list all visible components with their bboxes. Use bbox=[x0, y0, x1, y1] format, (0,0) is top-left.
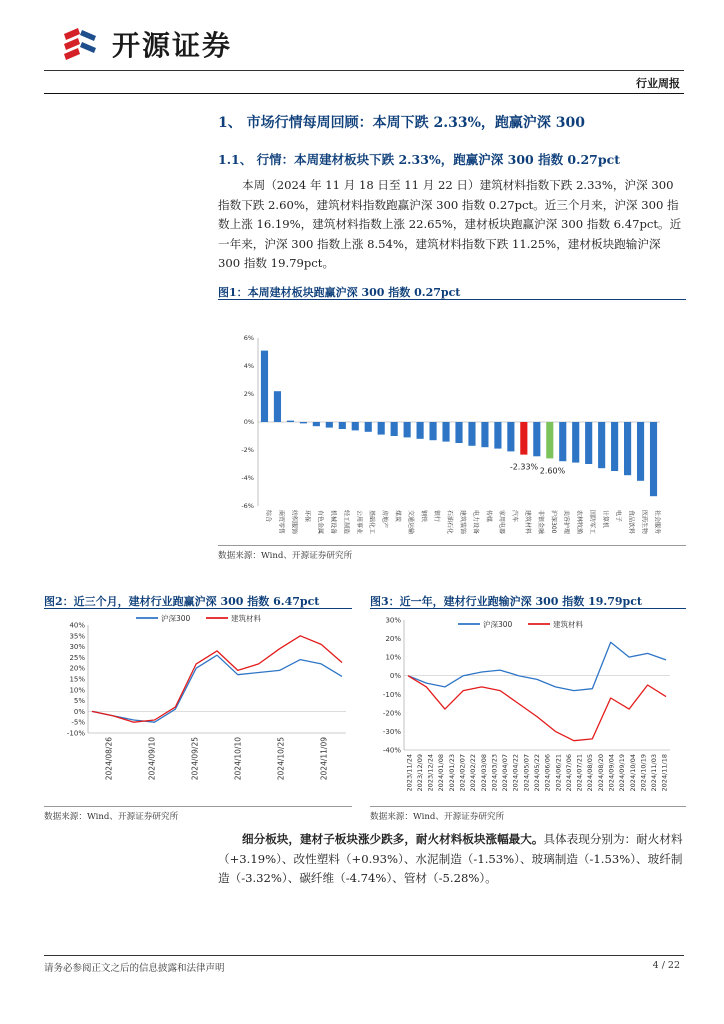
fig1-xtick: 传媒 bbox=[484, 510, 492, 523]
page-number: 4 / 22 bbox=[652, 960, 680, 971]
fig3-xtick: 2024/06/06 bbox=[543, 754, 552, 792]
fig3-title: 图3：近一年，建材行业跑输沪深 300 指数 19.79pct bbox=[370, 595, 643, 608]
fig2-legend-label: 沪深300 bbox=[161, 614, 191, 623]
fig2-title-rule bbox=[44, 608, 352, 609]
summary-text: 本周（2024 年 11 月 18 日至 11 月 22 日）建筑材料指数下跌 2.33%，沪深 300 指数下跌 2.60%，建筑材料指数跑赢沪深 300 指数 0.27pct。近三个月来，沪深 300 指数上涨 16.19%，建筑材料指数上涨 22.65%，建材板块跑赢沪深 300 指数 6.47pct。近一年来，沪深 300 指数上涨 8.54%，建筑材料指数下跌 11.25%，建材板块跑输沪深 300 指数 19.79pct。 bbox=[218, 178, 682, 270]
fig1-xtick: 房地产 bbox=[381, 510, 389, 529]
fig1-xtick: 家用电器 bbox=[497, 510, 505, 535]
fig3-xtick: 2023/11/24 bbox=[405, 754, 414, 792]
fig1-ytick: 6% bbox=[243, 334, 254, 342]
fig2-ytick: 20% bbox=[69, 664, 85, 673]
fig2-source: 数据来源：Wind、开源证券研究所 bbox=[44, 812, 179, 822]
footer-disclaimer: 请务必参阅正文之后的信息披露和法律声明 bbox=[44, 963, 225, 974]
fig1-bar bbox=[417, 422, 424, 439]
fig2-ytick: 10% bbox=[69, 686, 85, 695]
fig2-xtick: 2024/11/09 bbox=[319, 737, 329, 781]
fig1-ytick: -2% bbox=[241, 446, 254, 454]
fig2-title: 图2：近三个月，建材行业跑赢沪深 300 指数 6.47pct bbox=[44, 595, 320, 608]
conclusion-detail: 具体表现分别为：耐火材料（+3.19%）、改性塑料（+0.93%）、水泥制造（-1.53%）、玻璃制造（-1.53%）、玻纤制造（-3.32%）、碳纤维（-4.74%）、管材（-5.28%）。 bbox=[218, 832, 683, 885]
fig1-bar bbox=[326, 422, 333, 428]
fig2-legend-label: 建筑材料 bbox=[231, 614, 261, 623]
fig3-line-chart bbox=[370, 610, 686, 806]
conclusion-paragraph bbox=[218, 830, 686, 889]
fig3-ytick: -40% bbox=[382, 746, 401, 755]
fig1-bar bbox=[650, 422, 657, 496]
fig1-bar bbox=[442, 422, 449, 442]
fig3-xtick: 2024/05/07 bbox=[522, 754, 531, 792]
fig2-ytick: -5% bbox=[71, 718, 85, 727]
fig1-bar bbox=[378, 422, 385, 435]
fig3-xtick: 2024/10/19 bbox=[639, 754, 648, 792]
fig1-xtick: 综合 bbox=[264, 510, 272, 523]
fig1-bar bbox=[637, 422, 644, 481]
fig1-bar bbox=[365, 422, 372, 432]
doc-type: 行业周报 bbox=[636, 77, 680, 90]
fig3-ytick: -10% bbox=[382, 690, 401, 699]
fig1-bar bbox=[352, 422, 359, 430]
fig1-xtick: 农林牧渔 bbox=[575, 510, 583, 535]
fig2-ytick: 35% bbox=[69, 632, 85, 641]
fig1-xtick: 公用事业 bbox=[355, 510, 363, 535]
header-rule bbox=[44, 70, 684, 71]
logo-mark-icon bbox=[58, 22, 102, 66]
fig3-xtick: 2024/03/23 bbox=[490, 754, 499, 792]
fig2-xtick: 2024/09/10 bbox=[147, 737, 157, 781]
fig3-legend-label: 建筑材料 bbox=[553, 620, 583, 629]
fig1-xtick: 轻工制造 bbox=[342, 510, 350, 535]
fig3-xtick: 2024/05/22 bbox=[533, 754, 541, 792]
fig3-xtick: 2024/11/18 bbox=[660, 754, 669, 792]
fig1-ytick: -4% bbox=[241, 474, 254, 482]
fig3-title-rule bbox=[370, 608, 686, 609]
fig1-xtick: 电力设备 bbox=[471, 510, 479, 535]
fig3-xtick: 2024/01/08 bbox=[437, 754, 446, 792]
fig1-xtick: 机械设备 bbox=[329, 510, 337, 535]
fig1-xtick: 银行 bbox=[433, 510, 441, 523]
fig2-xtick: 2024/09/25 bbox=[190, 737, 200, 781]
fig3-xtick: 2024/08/05 bbox=[586, 754, 595, 792]
footer-rule bbox=[44, 955, 684, 956]
fig3-ytick: 30% bbox=[385, 616, 401, 625]
fig3-source: 数据来源：Wind、开源证券研究所 bbox=[370, 812, 505, 822]
fig2-ytick: 30% bbox=[69, 643, 85, 652]
fig3-legend-label: 沪深300 bbox=[483, 620, 513, 629]
fig3-ytick: -20% bbox=[382, 709, 401, 718]
fig1-ytick: 4% bbox=[243, 362, 254, 370]
fig1-xtick: 钢铁 bbox=[420, 510, 428, 523]
fig2-ytick: 15% bbox=[69, 675, 85, 684]
fig3-source-rule bbox=[370, 806, 686, 807]
fig1-bar bbox=[455, 422, 462, 443]
fig1-bar bbox=[468, 422, 475, 446]
fig1-ytick: 2% bbox=[243, 390, 254, 398]
fig1-bar bbox=[481, 422, 488, 447]
fig1-bar bbox=[611, 422, 618, 471]
fig3-ytick: 0% bbox=[389, 672, 401, 681]
fig2-ytick: 5% bbox=[73, 697, 85, 706]
fig1-xtick: 国防军工 bbox=[588, 510, 596, 535]
fig3-xtick: 2024/08/20 bbox=[596, 754, 605, 792]
fig3-xtick: 2024/10/04 bbox=[628, 754, 637, 792]
fig1-xtick: 纺织服饰 bbox=[290, 510, 298, 535]
fig1-bar bbox=[533, 422, 540, 456]
brand-name: 开源证券 bbox=[112, 29, 233, 62]
fig1-bar bbox=[494, 422, 501, 449]
fig1-xtick: 建筑材料 bbox=[523, 510, 531, 535]
fig2-line-chart bbox=[44, 610, 354, 806]
header-rule-2 bbox=[44, 93, 684, 94]
fig1-label-hs300: 2.60% bbox=[539, 466, 566, 476]
fig3-xtick: 2024/11/03 bbox=[650, 754, 659, 792]
fig2-series-line bbox=[92, 655, 342, 722]
fig1-bar-chart bbox=[218, 326, 686, 552]
fig1-xtick: 汽车 bbox=[510, 510, 518, 523]
conclusion-text bbox=[218, 830, 686, 889]
fig3-xtick: 2024/01/23 bbox=[447, 754, 456, 792]
fig1-bar bbox=[559, 422, 566, 461]
fig1-xtick: 交通运输 bbox=[407, 510, 415, 535]
fig1-title: 图1：本周建材板块跑赢沪深 300 指数 0.27pct bbox=[218, 286, 461, 299]
fig1-xtick: 医药生物 bbox=[640, 510, 648, 535]
fig1-bar bbox=[339, 422, 346, 429]
fig1-bar bbox=[274, 391, 281, 422]
fig2-xtick: 2024/08/26 bbox=[104, 737, 114, 781]
fig1-bar bbox=[598, 422, 605, 468]
fig1-xtick: 商贸零售 bbox=[277, 510, 285, 535]
fig3-xtick: 2024/04/22 bbox=[511, 754, 520, 792]
fig3-xtick: 2024/03/08 bbox=[479, 754, 488, 792]
fig3-xtick: 2024/09/19 bbox=[618, 754, 627, 792]
fig1-bar bbox=[300, 422, 307, 423]
fig1-bar bbox=[404, 422, 411, 437]
fig1-source-rule bbox=[218, 545, 686, 546]
fig2-xtick: 2024/10/25 bbox=[276, 737, 286, 781]
fig3-xtick: 2023/12/09 bbox=[415, 754, 424, 792]
fig1-bar bbox=[624, 422, 631, 475]
conclusion-bold: 细分板块，建材子板块涨少跌多，耐火材料板块涨幅最大。 bbox=[242, 832, 544, 846]
fig2-ytick: -10% bbox=[66, 729, 85, 738]
brand-logo bbox=[58, 22, 102, 66]
fig1-xtick: 沪深300 bbox=[549, 510, 557, 534]
fig1-ytick: -6% bbox=[241, 502, 254, 510]
fig1-bar bbox=[391, 422, 398, 436]
fig1-source: 数据来源：Wind、开源证券研究所 bbox=[218, 551, 353, 561]
fig2-series-line bbox=[92, 636, 342, 722]
fig1-xtick: 非银金融 bbox=[536, 510, 544, 535]
section-subheading: 1.1、 行情：本周建材板块下跌 2.33%，跑赢沪深 300 指数 0.27pct bbox=[218, 152, 620, 167]
fig1-bar bbox=[261, 351, 268, 422]
fig3-series-line bbox=[408, 642, 666, 690]
fig1-bar bbox=[520, 422, 527, 455]
fig1-xtick: 建筑装饰 bbox=[459, 510, 466, 535]
fig1-xtick: 基础化工 bbox=[368, 510, 376, 535]
fig3-xtick: 2024/02/22 bbox=[469, 754, 478, 792]
fig1-xtick: 环保 bbox=[303, 510, 311, 523]
fig1-xtick: 食品饮料 bbox=[627, 510, 635, 535]
fig1-xtick: 电子 bbox=[614, 510, 622, 523]
fig3-ytick: -30% bbox=[382, 727, 401, 736]
fig1-bar bbox=[429, 422, 436, 440]
fig3-ytick: 10% bbox=[385, 653, 401, 662]
fig1-bar bbox=[585, 422, 592, 464]
fig1-bar bbox=[572, 422, 579, 463]
summary-paragraph bbox=[218, 176, 686, 274]
fig3-xtick: 2024/02/07 bbox=[458, 754, 467, 792]
fig1-bar bbox=[313, 422, 320, 426]
fig1-title-rule bbox=[218, 299, 686, 300]
fig3-xtick: 2024/07/06 bbox=[564, 754, 573, 792]
fig2-source-rule bbox=[44, 806, 352, 807]
fig1-xtick: 石油石化 bbox=[446, 510, 454, 535]
fig1-bar bbox=[546, 422, 553, 458]
fig2-ytick: 0% bbox=[73, 707, 85, 716]
fig1-xtick: 社会服务 bbox=[653, 510, 661, 535]
fig2-xtick: 2024/10/10 bbox=[233, 737, 243, 781]
section-heading: 1、 市场行情每周回顾：本周下跌 2.33%，跑赢沪深 300 bbox=[218, 115, 585, 131]
fig3-xtick: 2023/12/24 bbox=[426, 754, 435, 792]
fig3-xtick: 2024/06/21 bbox=[554, 754, 563, 792]
fig2-ytick: 25% bbox=[69, 653, 85, 662]
fig3-ytick: 20% bbox=[385, 635, 401, 644]
fig1-xtick: 煤炭 bbox=[394, 510, 402, 523]
fig3-xtick: 2024/09/04 bbox=[607, 754, 616, 792]
fig3-xtick: 2024/07/21 bbox=[575, 754, 584, 792]
fig3-xtick: 2024/04/07 bbox=[501, 754, 510, 792]
fig1-bar bbox=[507, 422, 514, 451]
fig1-xtick: 美容护理 bbox=[562, 510, 570, 535]
fig1-xtick: 有色金属 bbox=[316, 510, 324, 535]
fig1-bar bbox=[287, 421, 294, 422]
fig1-xtick: 计算机 bbox=[601, 510, 609, 529]
fig1-label-building: -2.33% bbox=[509, 462, 539, 472]
fig2-ytick: 40% bbox=[69, 621, 85, 630]
fig1-ytick: 0% bbox=[243, 418, 254, 426]
